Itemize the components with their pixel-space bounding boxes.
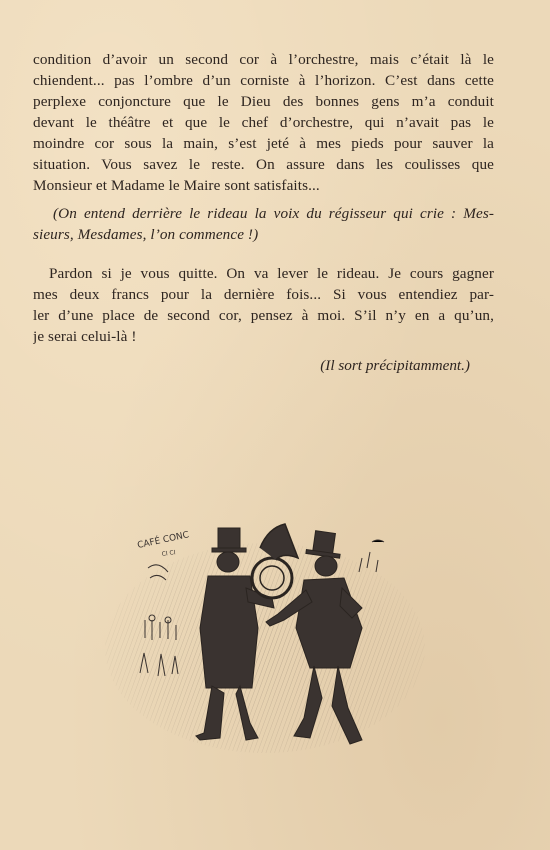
engraving-illustration [100,518,430,758]
hatched-background [105,543,425,753]
text-line: perplexe conjoncture que le Dieu des bonnes gens m’a conduit [33,93,494,110]
text-line: Pardon si je vous quitte. On va lever le rideau. Je cours gagner [49,265,494,282]
sign-text: CI CI [161,549,176,558]
stage-direction-1 [33,203,494,245]
text-line: mes deux francs pour la dernière fois... Si vous entendiez par- [33,286,494,303]
paragraph-2 [33,263,494,347]
text-line: situation. Vous savez le reste. On assure dans les coulisses que [33,156,494,173]
text-line: moindre cor sous la main, s’est jeté à mes pieds pour sauver la [33,135,494,152]
text-line: (On entend derrière le rideau la voix du régisseur qui crie : Mes- [53,205,494,222]
text-line: je serai celui-là ! [33,328,137,345]
text-line: Monsieur et Madame le Maire sont satisfaits... [33,177,320,194]
text-line: chiendent... pas l’ombre d’un corniste à l’horizon. C’est dans cette [33,72,494,89]
text-line: sieurs, Mesdames, l’on commence !) [33,226,259,243]
text-line: devant le théâtre et que le chef d’orchestre, qui n’avait pas le [33,114,494,131]
sign-text: CAFÉ CONC [136,530,191,551]
text-line: condition d’avoir un second cor à l’orchestre, mais c’était là le [33,51,494,68]
text-line: ler d’une place de second cor, pensez à moi. S’il n’y en a qu’un, [33,307,494,324]
paragraph-1 [33,49,494,196]
stage-direction-2: (Il sort précipitamment.) [320,357,470,374]
